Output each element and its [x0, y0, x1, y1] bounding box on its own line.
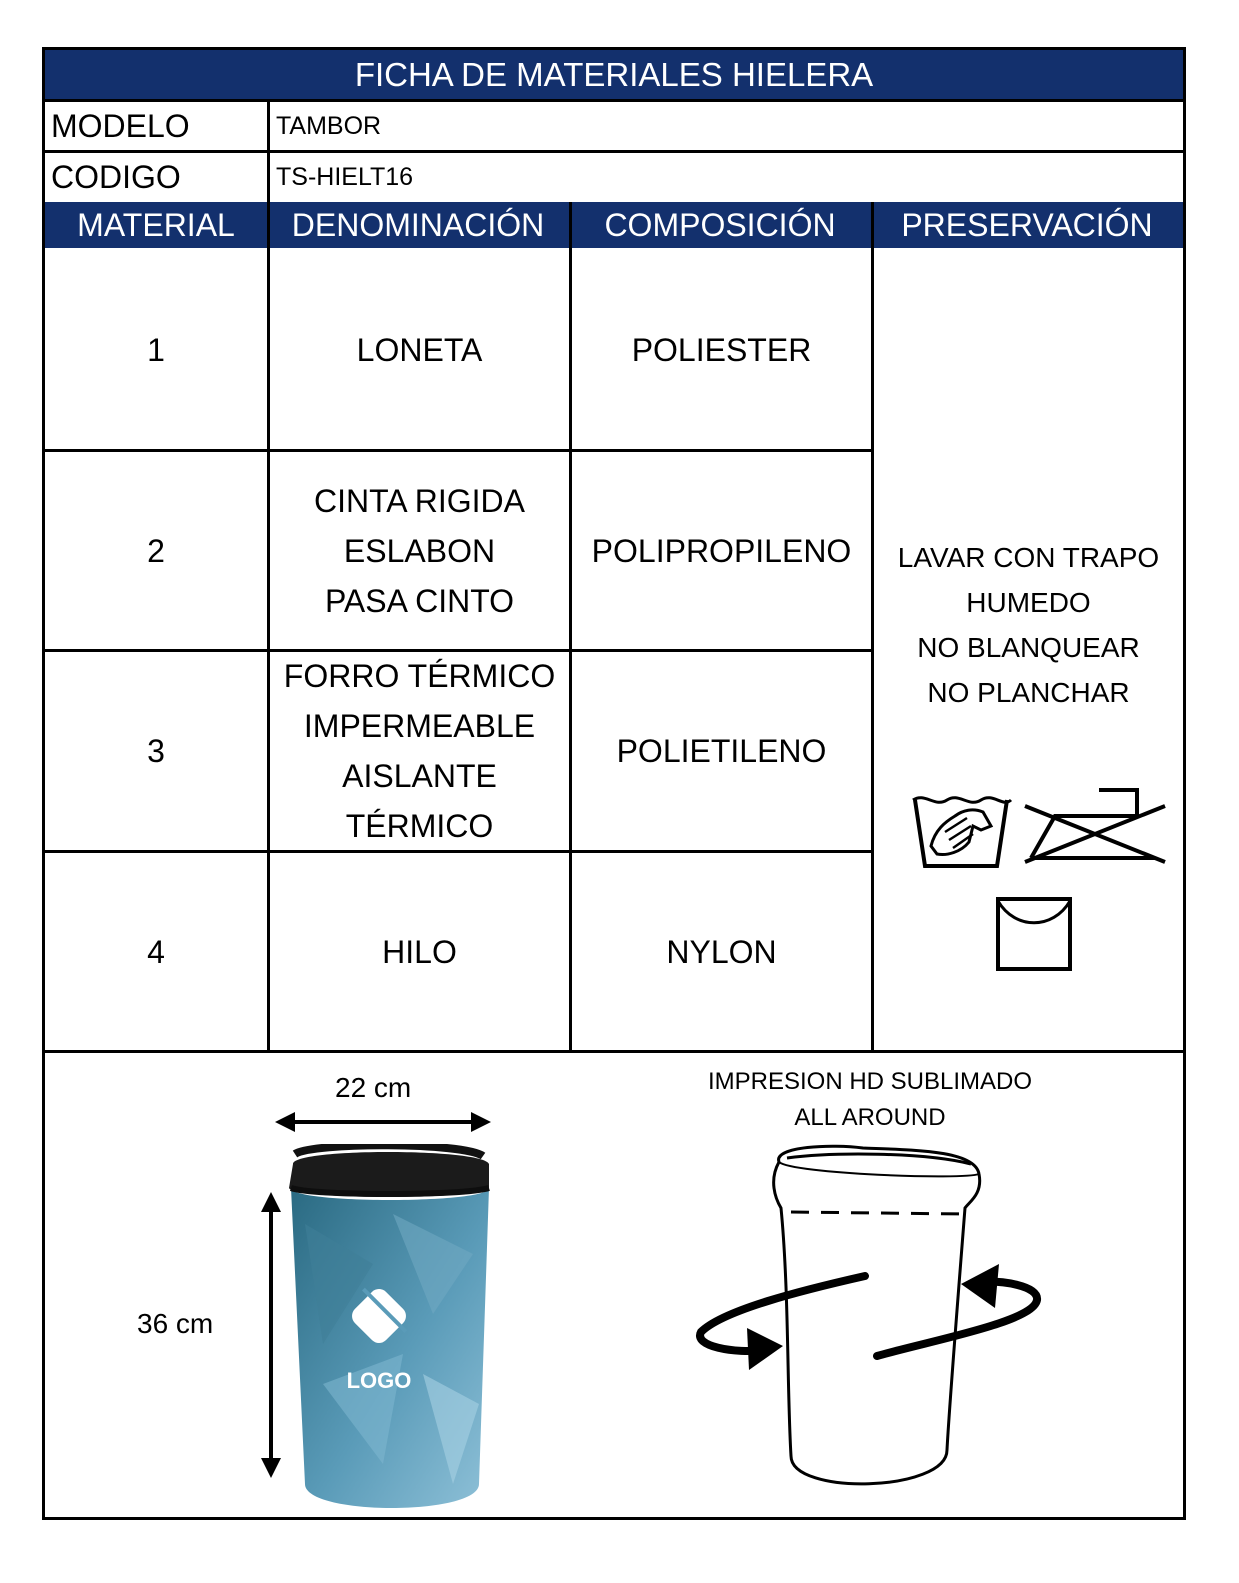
width-dimension: 22 cm: [335, 1072, 412, 1103]
row-2-denominacion: [270, 452, 569, 650]
denominacion-line: LONETA: [356, 332, 483, 368]
row-4-denominacion: [270, 853, 569, 1050]
line-dry-icon: [995, 896, 1073, 972]
header-denominacion: DENOMINACIÓN: [267, 202, 569, 248]
denominacion-line: HILO: [382, 933, 457, 970]
height-dimension: 36 cm: [137, 1308, 214, 1339]
divider: [267, 102, 270, 202]
logo-placeholder: LOGO: [346, 1368, 412, 1393]
preservacion-line: NO PLANCHAR: [927, 677, 1130, 708]
denominacion-line: TÉRMICO: [345, 808, 494, 844]
no-iron-icon: [1021, 786, 1169, 866]
divider: [45, 1050, 1183, 1053]
materials-sheet: [42, 47, 1186, 1520]
row-2-composicion: POLIPROPILENO: [591, 533, 852, 569]
row-3-composicion: POLIETILENO: [616, 733, 827, 769]
denominacion-line: IMPERMEABLE: [303, 708, 536, 744]
width-arrow: [273, 1110, 493, 1134]
row-4-material: 4: [147, 933, 165, 970]
divider: [569, 202, 572, 248]
divider: [267, 202, 270, 248]
modelo-value: TAMBOR: [276, 111, 382, 140]
sublimation-diagram: [693, 1140, 1045, 1510]
header-composicion: COMPOSICIÓN: [569, 202, 871, 248]
row-3-material: 3: [147, 733, 165, 769]
row-1-denominacion: [270, 250, 569, 450]
sheet-title: FICHA DE MATERIALES HIELERA: [45, 50, 1183, 102]
codigo-label: CODIGO: [51, 158, 181, 195]
row-2-material: 2: [147, 533, 165, 569]
denominacion-line: AISLANTE: [342, 758, 497, 794]
preservacion-text: [874, 535, 1183, 715]
preservacion-line: LAVAR CON TRAPO: [897, 542, 1160, 573]
print-note: [675, 1064, 1065, 1136]
denominacion-line: PASA CINTO: [324, 583, 515, 619]
row-4-composicion: NYLON: [666, 933, 777, 970]
header-material: MATERIAL: [45, 202, 267, 248]
codigo-value: TS-HIELT16: [276, 162, 414, 191]
cooler-bag-image: [283, 1144, 499, 1516]
height-arrow: [259, 1190, 283, 1480]
denominacion-line: FORRO TÉRMICO: [283, 658, 556, 694]
print-note-line: IMPRESION HD SUBLIMADO: [707, 1068, 1033, 1095]
row-1-material: 1: [147, 332, 165, 368]
denominacion-line: CINTA RIGIDA: [314, 483, 525, 519]
denominacion-line: ESLABON: [343, 533, 496, 569]
header-preservacion: PRESERVACIÓN: [871, 202, 1183, 248]
modelo-label: MODELO: [51, 107, 190, 144]
row-3-denominacion: [270, 652, 569, 850]
divider: [871, 202, 874, 248]
hand-wash-icon: [911, 786, 1013, 872]
preservacion-line: NO BLANQUEAR: [917, 632, 1140, 663]
print-note-line: ALL AROUND: [794, 1104, 946, 1131]
row-1-composicion: POLIESTER: [631, 332, 812, 368]
preservacion-line: HUMEDO: [966, 587, 1091, 618]
